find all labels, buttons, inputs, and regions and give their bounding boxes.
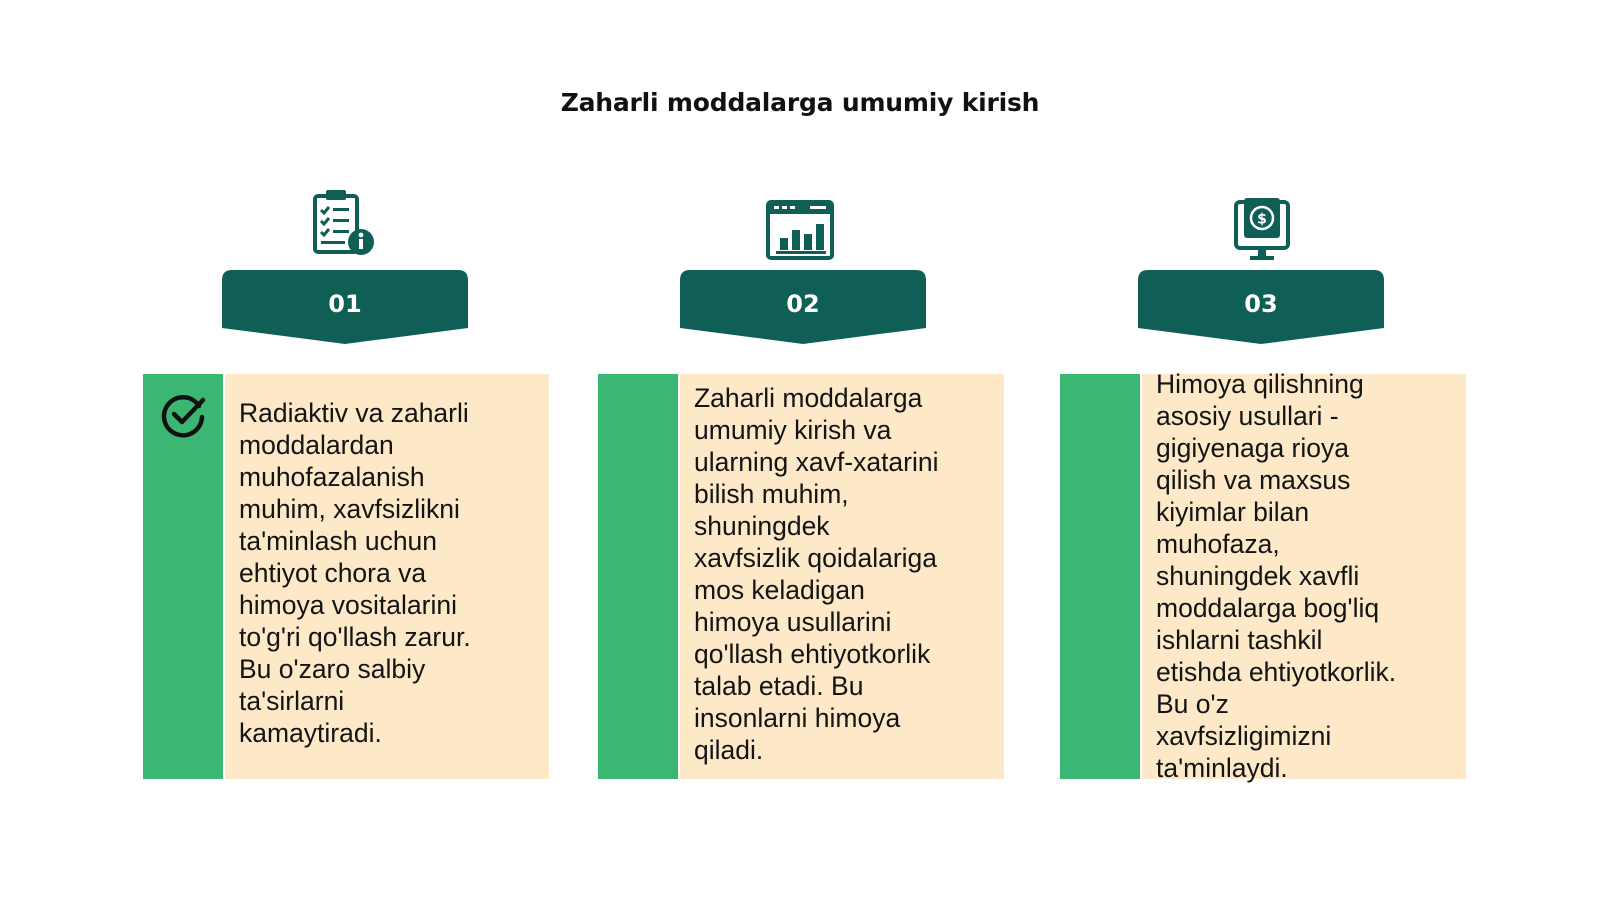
step-card [1060,369,1466,783]
step-number: 02 [786,290,820,318]
step-card [598,374,1004,779]
step-number-banner [1138,270,1384,350]
step-number: 03 [1244,290,1278,318]
step-description: Himoya qilishning asosiy usullari - gigiyenaga rioya qilish va maxsus kiyimlar bilan muhofaza, shuningdek xavfli moddalarga bog'liq ishlarni tashkil etishda ehtiyotkorlik. Bu o'z xavfsizligimizni ta'minlaydi. [1156,369,1397,783]
step-number: 01 [328,290,362,318]
card-accent-bar [1060,374,1140,779]
step-description: Zaharli moddalarga umumiy kirish va ularning xavf-xatarini bilish muhim, shuningdek xavfsizlik qoidalariga mos keladigan himoya usullarini qo'llash ehtiyotkorlik talab etadi. Bu insonlarni himoya qiladi. [694,383,939,765]
step-number-banner [680,270,926,350]
browser-bar-chart-icon [764,196,836,268]
check-circle-icon [161,392,207,438]
step-description: Radiaktiv va zaharli moddalardan muhofazalanish muhim, xavfsizlikni ta'minlash uchun ehtiyot chora va himoya vositalarini to'g'ri qo'llash zarur. Bu o'zaro salbiy ta'sirlarni kamaytiradi. [239,398,471,748]
step-card [143,374,549,779]
card-accent-bar [598,374,678,779]
clipboard-checklist-info-icon [309,188,381,260]
svg-text:$: $ [1257,211,1267,228]
monitor-dollar-icon [1226,196,1298,268]
step-number-banner [222,270,468,350]
diagram-title: Zaharli moddalarga umumiy kirish [560,88,1040,117]
